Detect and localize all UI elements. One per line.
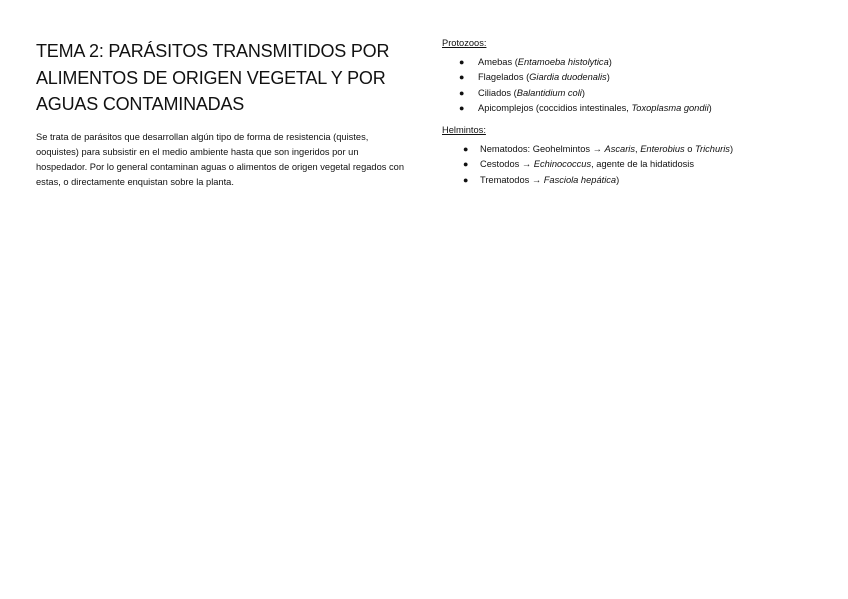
protozoos-heading: Protozoos: bbox=[442, 38, 487, 48]
list-item: ● Apicomplejos (coccidios intestinales, Toxoplasma gondii) bbox=[442, 101, 832, 116]
page-title: TEMA 2: PARÁSITOS TRANSMITIDOS POR ALIMENTOS DE ORIGEN VEGETAL Y POR AGUAS CONTAMINADAS bbox=[36, 41, 390, 114]
bullet-icon: ● bbox=[459, 102, 465, 113]
bullet-icon: ● bbox=[463, 159, 469, 170]
list-item: ● Amebas (Entamoeba histolytica) bbox=[442, 55, 832, 70]
right-column bbox=[442, 37, 832, 196]
bullet-icon: ● bbox=[463, 144, 469, 155]
list-item: ● Flagelados (Giardia duodenalis) bbox=[442, 70, 832, 85]
protozoos-list bbox=[442, 55, 832, 116]
helmintos-list bbox=[442, 142, 832, 188]
list-item: ● Ciliados (Balantidium coli) bbox=[442, 86, 832, 101]
bullet-icon: ● bbox=[459, 57, 465, 67]
list-item: ● Trematodos → Fasciola hepática) bbox=[442, 173, 832, 188]
helmintos-heading: Helmintos: bbox=[442, 125, 486, 136]
bullet-icon: ● bbox=[459, 87, 465, 98]
list-item: ● Cestodos → Echinococcus, agente de la hidatidosis bbox=[442, 157, 832, 172]
bullet-icon: ● bbox=[463, 174, 469, 185]
list-item: ● Nematodos: Geohelmintos → Ascaris, Enterobius o Trichuris) bbox=[442, 142, 832, 157]
bullet-icon: ● bbox=[459, 72, 465, 83]
intro-paragraph: Se trata de parásitos que desarrollan algún tipo de forma de resistencia (quistes, ooquistes) para subsistir en el medio ambiente hasta que son ingeridos por un hospedador. Por lo general contaminan aguas o alimentos de origen vegetal regados con estas, o directamente enquistan sobre la planta. bbox=[36, 131, 404, 188]
left-column bbox=[36, 38, 406, 200]
